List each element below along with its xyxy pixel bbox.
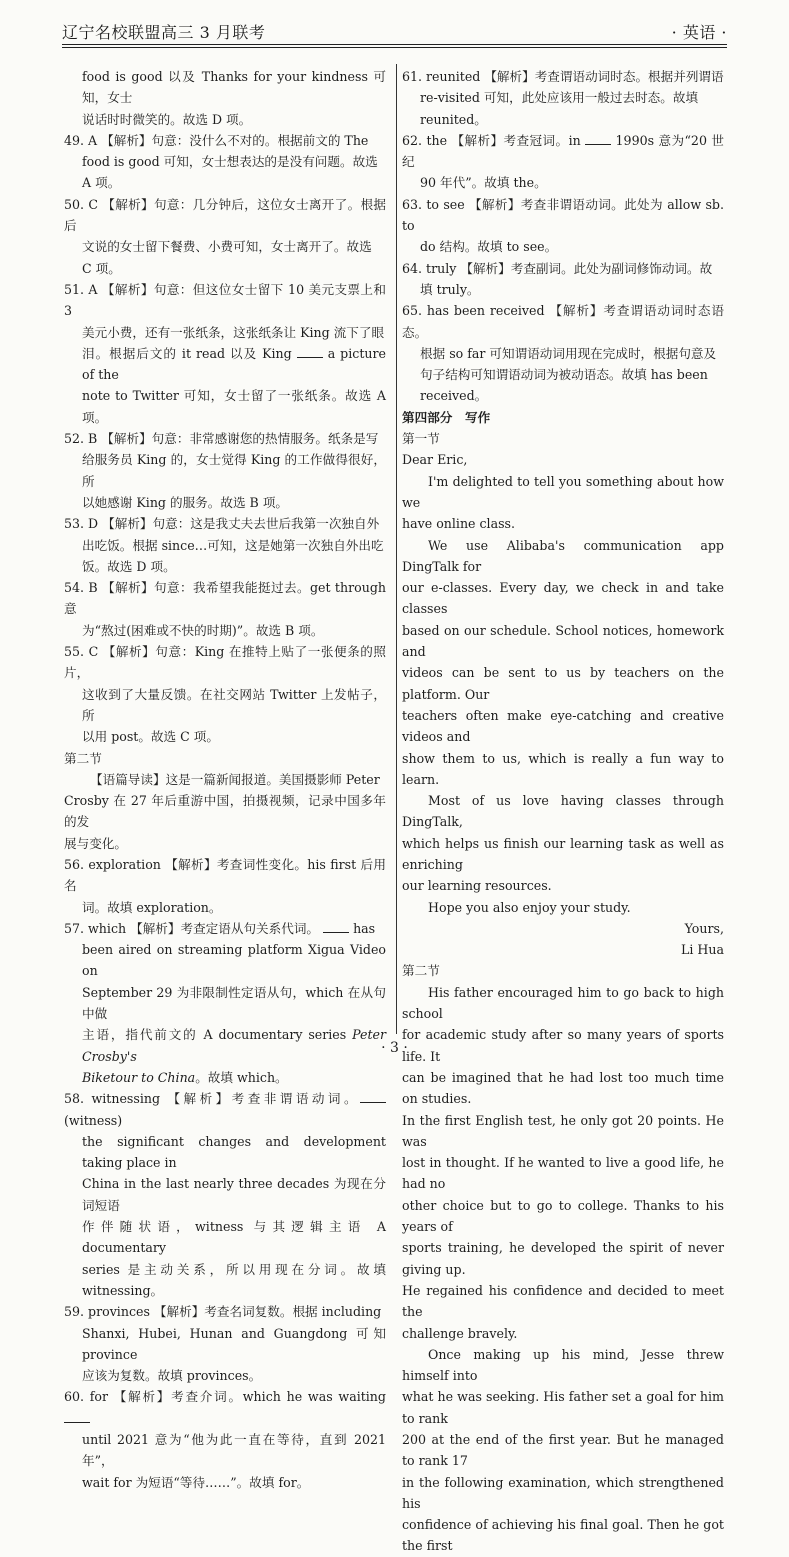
text-line: have online class. <box>402 516 516 532</box>
text-line: can be imagined that he had lost too much time on studies. <box>402 1069 724 1107</box>
text-line: wait for 为短语“等待……”。故填 for。 <box>82 1474 310 1490</box>
text-line: 作伴随状语，witness 与其逻辑主语 A documentary <box>82 1219 386 1256</box>
section-heading: 第二节 <box>402 963 440 979</box>
text-run: (witness) <box>64 1112 123 1128</box>
text-line: 美元小费，还有一张纸条，这张纸条让 King 流下了眼 <box>82 324 385 340</box>
header-rule <box>62 44 727 45</box>
text-line: In the first English test, he only got 20 points. He was <box>402 1112 724 1149</box>
text-line: September 29 为非限制性定语从句，which 在从句中做 <box>82 984 386 1022</box>
text-run: 。故填 which。 <box>195 1069 288 1085</box>
answer-blank <box>297 346 323 358</box>
page-header <box>62 20 727 42</box>
text-line <box>64 343 386 386</box>
text-line: videos can be sent to us by teachers on the platform. Our <box>402 665 724 702</box>
text-line: reunited。 <box>420 111 487 127</box>
text-line: 饭。故选 D 项。 <box>82 558 176 574</box>
text-run: 60. for 【解析】考查介词。which he was waiting <box>64 1389 386 1405</box>
text-run: 57. which 【解析】考查定语从句关系代词。 <box>64 920 320 936</box>
answer-53: 53. D 【解析】句意：这是我丈夫去世后我第一次独自外 <box>64 516 380 532</box>
text-run: a picture of the <box>82 345 386 383</box>
answer-blank <box>323 921 349 933</box>
text-line: based on our schedule. School notices, homework and <box>402 622 724 660</box>
answer-56: 56. exploration 【解析】考查词性变化。his first 后用名 <box>64 856 386 894</box>
text-line: I'm delighted to tell you something about how we <box>402 473 724 510</box>
answer-blank <box>360 1091 386 1103</box>
text-line: 这收到了大量反馈。在社交网站 Twitter 上发帖子，所 <box>82 686 386 723</box>
italic-run: Biketour to China <box>82 1069 196 1085</box>
text-line: sports training, he developed the spirit of never giving up. <box>402 1240 724 1277</box>
text-line: the significant changes and development taking place in <box>82 1133 386 1171</box>
answer-55: 55. C 【解析】句意：King 在推特上贴了一张便条的照片， <box>64 644 386 681</box>
text-line: our e-classes. Every day, we check in and take classes <box>402 580 724 617</box>
text-line: been aired on streaming platform Xigua Video on <box>82 942 386 979</box>
left-column <box>64 66 386 1493</box>
page-number: · 3 · <box>381 1040 408 1056</box>
column-divider <box>396 64 397 1034</box>
text-line: Once making up his mind, Jesse threw himself into <box>402 1346 724 1384</box>
text-line: what he was seeking. His father set a goal for him to rank <box>402 1389 724 1426</box>
text-line: our learning resources. <box>402 878 552 894</box>
answer-62 <box>402 130 724 173</box>
text-line: until 2021 意为“他为此一直在等待，直到 2021 年”， <box>82 1432 386 1469</box>
text-line: do 结构。故填 to see。 <box>420 239 558 255</box>
text-line: 说话时时微笑的。故选 D 项。 <box>82 111 252 127</box>
answer-50: 50. C 【解析】句意：几分钟后，这位女士离开了。根据后 <box>64 196 386 234</box>
text-line: 以用 post。故选 C 项。 <box>82 729 219 745</box>
text-line: note to Twitter 可知，女士留了一张纸条。故选 A 项。 <box>82 388 386 425</box>
text-line: A 项。 <box>82 175 121 191</box>
text-run: has <box>353 920 376 936</box>
text-line: re-visited 可知，此处应该用一般过去时态。故填 <box>420 90 699 106</box>
text-line: His father encouraged him to go back to high school <box>402 984 724 1022</box>
letter-greeting: Dear Eric, <box>402 452 468 468</box>
part-heading: 第四部分 写作 <box>402 409 491 425</box>
right-column <box>402 66 724 1557</box>
text-line: Most of us love having classes through DingTalk, <box>402 793 724 830</box>
answer-60 <box>64 1386 386 1429</box>
text-line: received。 <box>420 388 488 404</box>
answer-64: 64. truly 【解析】考查副词。此处为副词修饰动词。故 <box>402 260 713 276</box>
text-line: food is good 以及 Thanks for your kindness 可知，女士 <box>82 69 386 106</box>
exam-title: 辽宁名校联盟高三 3 月联考 <box>62 22 266 42</box>
text-line: We use Alibaba's communication app DingTalk for <box>402 537 724 574</box>
text-line: 200 at the end of the first year. But he managed to rank 17 <box>402 1432 724 1469</box>
text-line: 90 年代”。故填 the。 <box>420 175 547 191</box>
section-heading: 第一节 <box>402 431 440 447</box>
text-line: Shanxi, Hubei, Hunan and Guangdong 可知 province <box>82 1325 386 1362</box>
text-line: 根据 so far 可知谓语动词用现在完成时，根据句意及 <box>420 345 717 361</box>
text-line: He regained his confidence and decided to meet the <box>402 1282 724 1320</box>
text-line: lost in thought. If he wanted to live a good life, he had no <box>402 1155 724 1192</box>
text-line: in the following examination, which strengthened his <box>402 1474 724 1511</box>
text-line: food is good 可知，女士想表达的是没有问题。故选 <box>82 154 378 170</box>
text-run: 62. the 【解析】考查冠词。in <box>402 132 581 148</box>
text-line: 词。故填 exploration。 <box>82 899 222 915</box>
text-line: for academic study after so many years of sports life. It <box>402 1027 724 1064</box>
answer-63: 63. to see 【解析】考查非谓语动词。此处为 allow sb. to <box>402 196 724 234</box>
text-line: Crosby 在 27 年后重游中国，拍摄视频，记录中国多年的发 <box>64 793 386 830</box>
text-run: 1990s 意为“20 世纪 <box>402 132 724 170</box>
text-line: confidence of achieving his final goal. Then he got the first <box>402 1517 724 1554</box>
text-line: C 项。 <box>82 260 121 276</box>
text-line: 以她感谢 King 的服务。故选 B 项。 <box>82 494 289 510</box>
text-line <box>64 1067 386 1088</box>
answer-57 <box>64 918 386 939</box>
text-line: 填 truly。 <box>420 281 480 297</box>
answer-blank <box>585 133 611 145</box>
text-line: challenge bravely. <box>402 1325 518 1341</box>
header-rule-thin <box>62 47 727 48</box>
text-line: show them to us, which is really a fun way to learn. <box>402 750 724 787</box>
text-line: 文说的女士留下餐费、小费可知，女士离开了。故选 <box>82 239 372 255</box>
text-line: teachers often make eye-catching and creative videos and <box>402 707 724 745</box>
answer-61: 61. reunited 【解析】考查谓语动词时态。根据并列谓语 <box>402 69 724 84</box>
text-run: 泪。根据后文的 it read 以及 King <box>82 345 292 361</box>
text-line: 【语篇导读】这是一篇新闻报道。美国摄影师 Peter <box>90 771 380 787</box>
answer-58 <box>64 1088 386 1131</box>
answer-59: 59. provinces 【解析】考查名词复数。根据 including <box>64 1304 382 1320</box>
answer-54: 54. B 【解析】句意：我希望我能挺过去。get through 意 <box>64 580 386 617</box>
answer-49: 49. A 【解析】句意：没什么不对的。根据前文的 The <box>64 132 369 148</box>
text-line: which helps us finish our learning task as well as enriching <box>402 835 724 872</box>
text-line: 出吃饭。根据 since…可知，这是她第一次独自外出吃 <box>82 537 384 553</box>
text-line: Hope you also enjoy your study. <box>428 899 631 915</box>
text-line: 展与变化。 <box>64 835 127 851</box>
letter-signature: Li Hua <box>681 942 724 958</box>
answer-51: 51. A 【解析】句意：但这位女士留下 10 美元支票上和 3 <box>64 281 386 319</box>
text-line: 应该为复数。故填 provinces。 <box>82 1368 262 1384</box>
answer-65: 65. has been received 【解析】考查谓语动词时态语态。 <box>402 303 724 340</box>
text-line: series 是主动关系，所以用现在分词。故填 witnessing。 <box>82 1261 386 1298</box>
italic-run: Peter Crosby's <box>82 1027 386 1064</box>
text-run: 主语，指代前文的 A documentary series <box>82 1027 347 1043</box>
section-heading: 第二节 <box>64 750 102 766</box>
text-line: 为“熬过(困难或不快的时期)”。故选 B 项。 <box>82 622 324 638</box>
answer-blank <box>64 1411 90 1423</box>
text-run: 58. witnessing 【解析】考查非谓语动词。 <box>64 1091 360 1107</box>
text-line: 句子结构可知谓语动词为被动语态。故填 has been <box>420 367 708 383</box>
text-line: China in the last nearly three decades 为现在分词短语 <box>82 1176 386 1213</box>
text-line: 给服务员 King 的，女士觉得 King 的工作做得很好，所 <box>82 452 386 489</box>
subject-label: · 英语 · <box>671 22 727 42</box>
letter-closing: Yours, <box>684 920 724 936</box>
text-line: other choice but to go to college. Thanks to his years of <box>402 1197 724 1235</box>
answer-52: 52. B 【解析】句意：非常感谢您的热情服务。纸条是写 <box>64 431 379 447</box>
